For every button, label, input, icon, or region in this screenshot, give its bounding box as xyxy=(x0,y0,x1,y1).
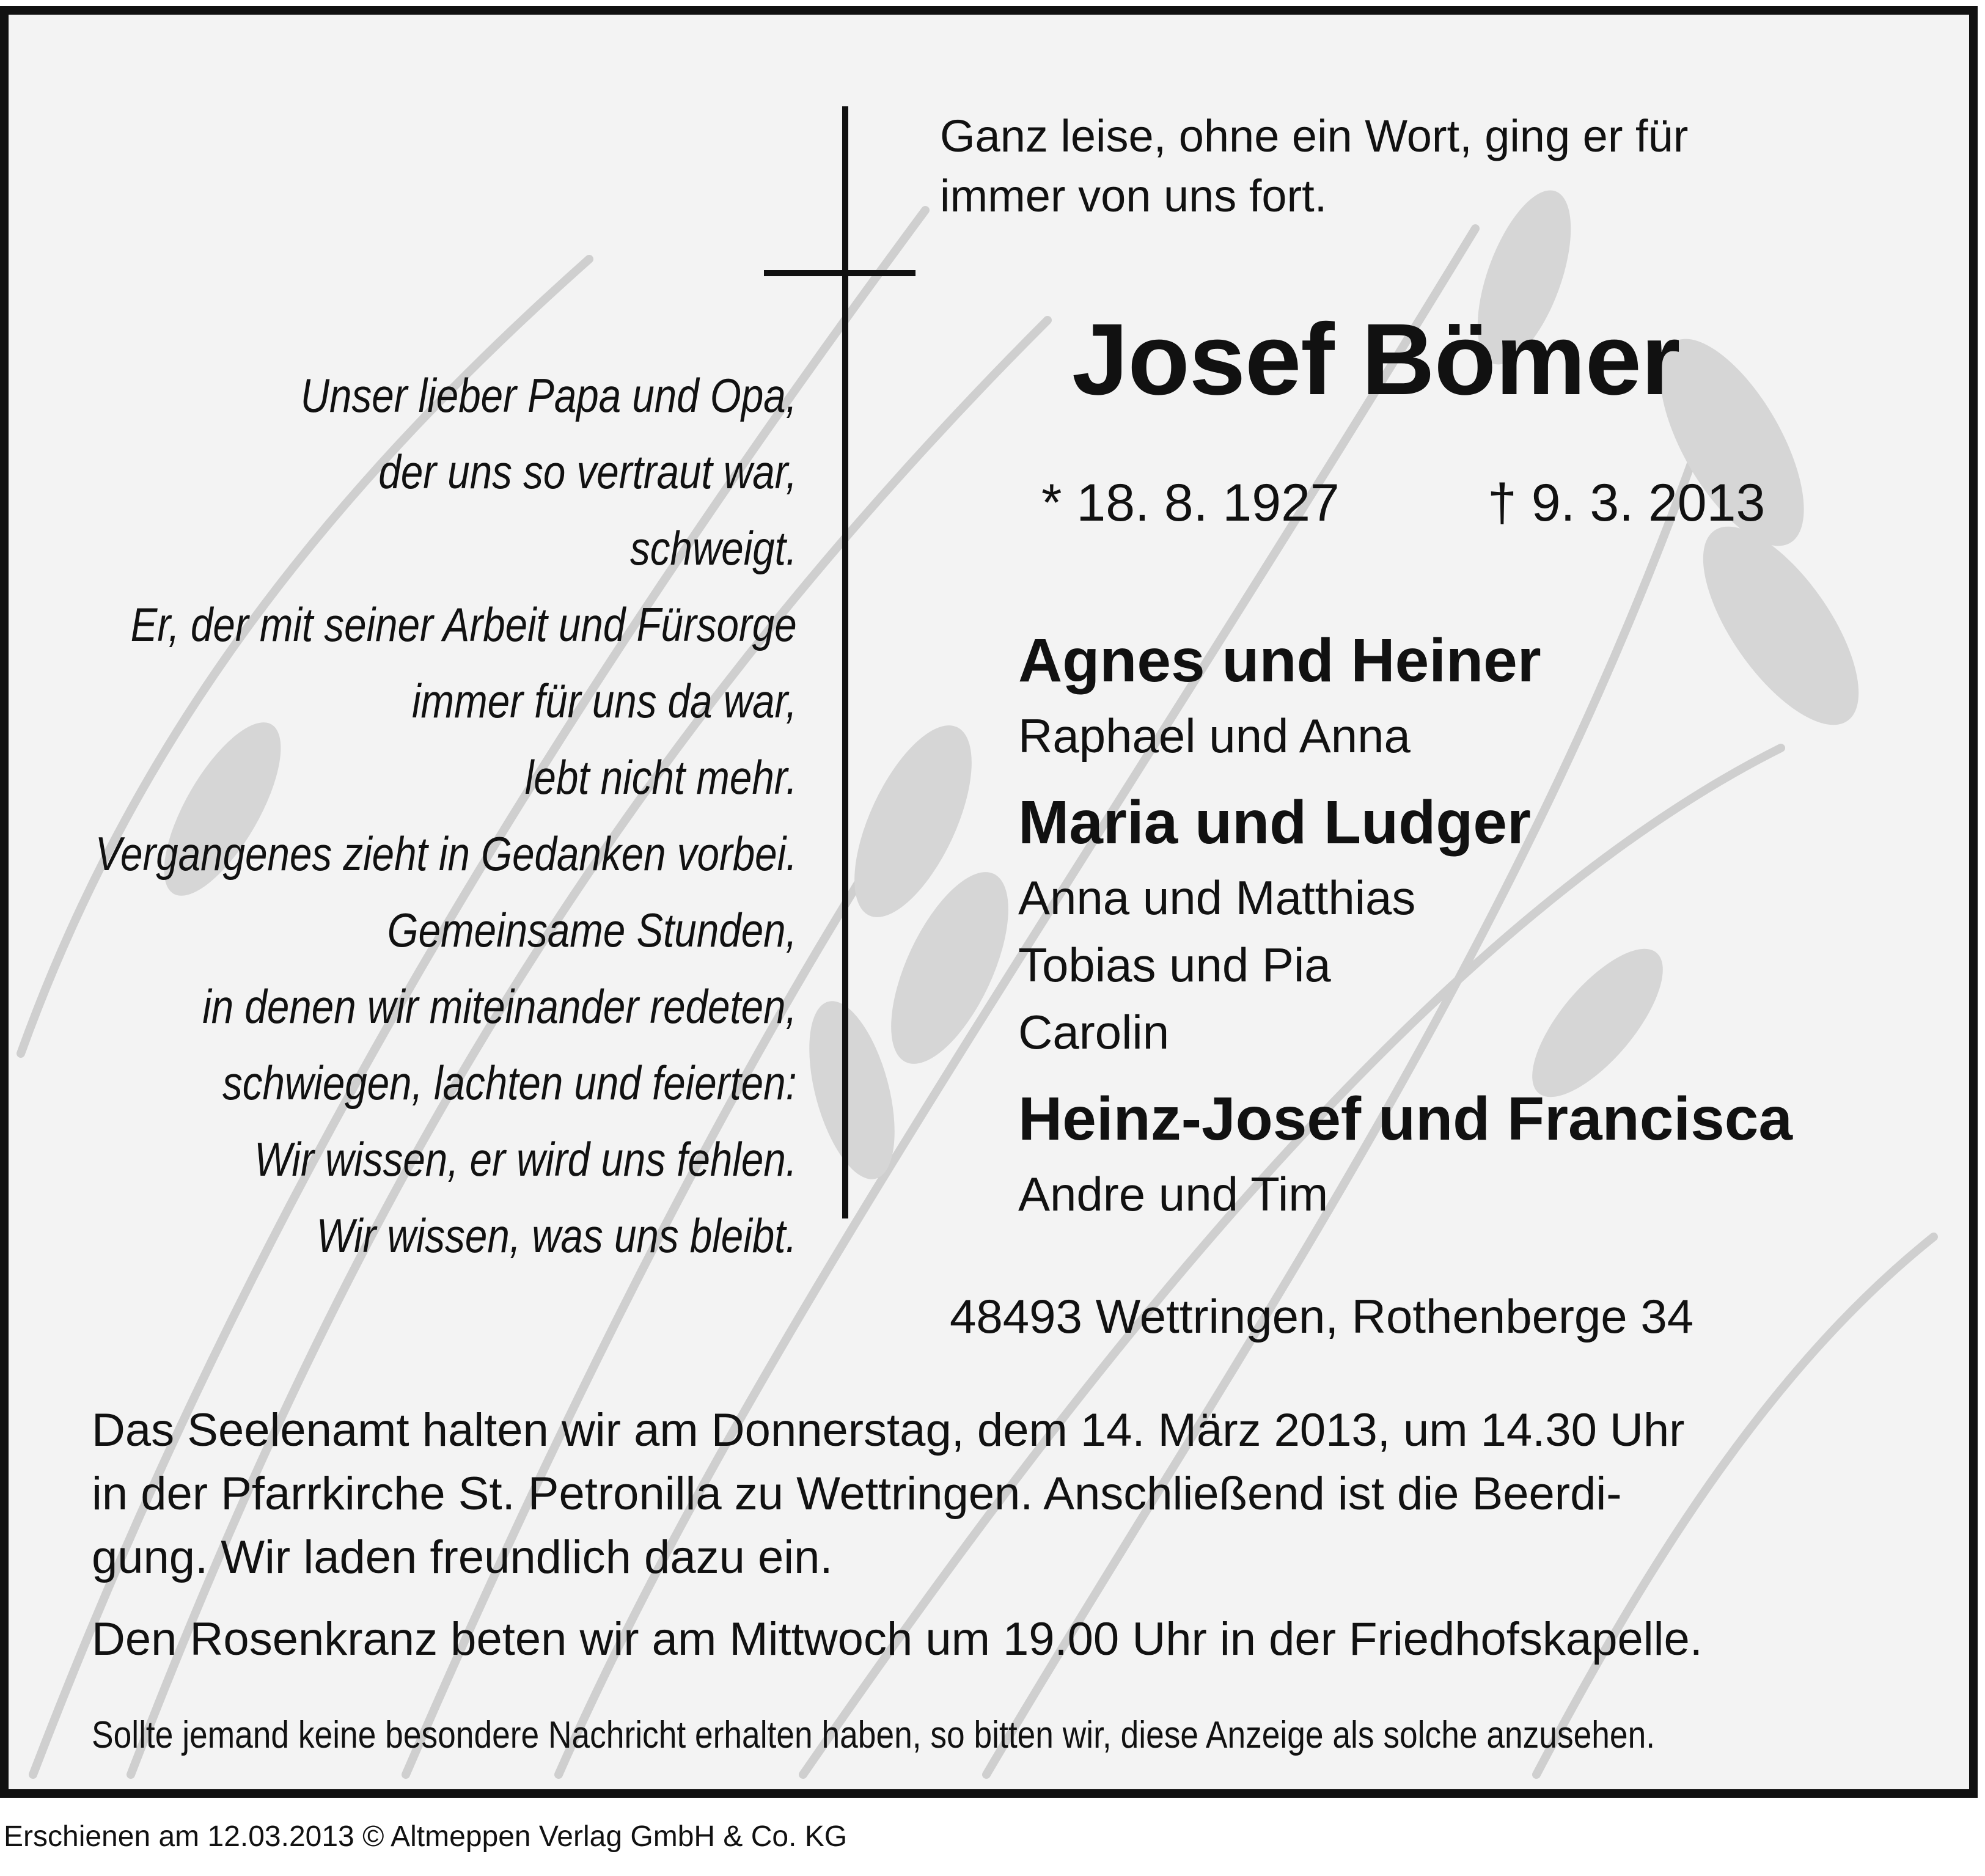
family-head: Heinz-Josef und Francisca xyxy=(1018,1085,1792,1153)
notice-note: Sollte jemand keine besondere Nachricht erhalten haben, so bitten wir, diese Anzeige als solche anzusehen. xyxy=(92,1714,1656,1756)
poem-line: Vergangenes zieht in Gedanken vorbei. xyxy=(95,827,797,881)
service-line: in der Pfarrkirche St. Petronilla zu Wettringen. Anschließend ist die Beerdi- xyxy=(92,1468,1622,1520)
family-member: Raphael und Anna xyxy=(1018,709,1411,763)
poem-line: Gemeinsame Stunden, xyxy=(387,903,797,957)
motto-line: immer von uns fort. xyxy=(940,170,1327,221)
poem-line: lebt nicht mehr. xyxy=(524,750,797,804)
funeral-service-text xyxy=(92,1399,1684,1589)
poem xyxy=(45,320,797,1262)
address: 48493 Wettringen, Rothenberge 34 xyxy=(950,1289,1694,1343)
service-line: Das Seelenamt halten wir am Donnerstag, dem 14. März 2013, um 14.30 Uhr xyxy=(92,1404,1685,1456)
poem-line: in denen wir miteinander redeten, xyxy=(202,980,797,1033)
cross-horizontal-bar xyxy=(764,270,915,276)
family-member: Anna und Matthias xyxy=(1018,871,1416,925)
poem-line: Unser lieber Papa und Opa, xyxy=(300,368,797,422)
poem-line: Er, der mit seiner Arbeit und Fürsorge xyxy=(130,598,797,651)
obituary-notice xyxy=(0,6,1978,1798)
poem-line: Wir wissen, was uns bleibt. xyxy=(317,1209,797,1262)
motto-line: Ganz leise, ohne ein Wort, ging er für xyxy=(940,111,1689,161)
family-member: Carolin xyxy=(1018,1005,1170,1059)
poem-line: schweigt. xyxy=(629,521,797,575)
family-member: Tobias und Pia xyxy=(1018,938,1331,992)
poem-line: schwiegen, lachten und feierten: xyxy=(222,1056,797,1110)
birth-date: * 18. 8. 1927 xyxy=(1041,474,1340,532)
poem-line: immer für uns da war, xyxy=(412,674,797,728)
service-line: gung. Wir laden freundlich dazu ein. xyxy=(92,1531,833,1583)
publication-credit: Erschienen am 12.03.2013 © Altmeppen Verlag GmbH & Co. KG xyxy=(4,1820,848,1853)
poem-line: Wir wissen, er wird uns fehlen. xyxy=(254,1132,797,1186)
death-date: † 9. 3. 2013 xyxy=(1488,474,1766,532)
family-head: Maria und Ludger xyxy=(1018,788,1531,857)
deceased-name: Josef Bömer xyxy=(1072,303,1680,416)
family-member: Andre und Tim xyxy=(1018,1167,1329,1221)
family-head: Agnes und Heiner xyxy=(1018,626,1541,695)
poem-line: der uns so vertraut war, xyxy=(378,445,797,499)
motto xyxy=(940,106,1688,226)
rosary-text: Den Rosenkranz beten wir am Mittwoch um 19.00 Uhr in der Friedhofskapelle. xyxy=(92,1613,1703,1665)
